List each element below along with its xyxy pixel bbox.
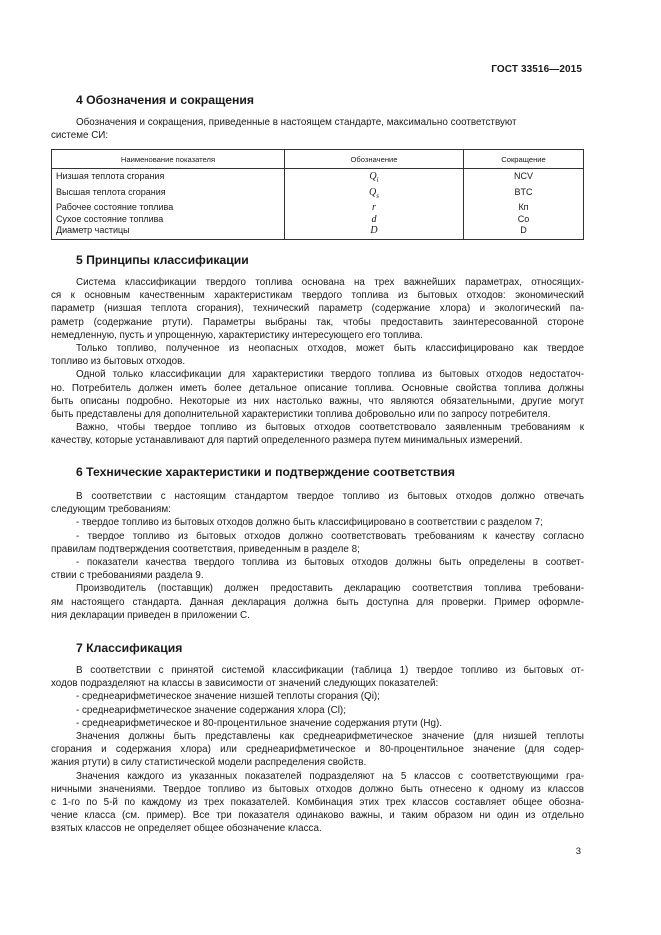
- table-cell-name: Низшая теплота сгорания: [52, 169, 285, 187]
- section-7-heading: 7 Классификация: [76, 641, 183, 655]
- table-row: [52, 169, 584, 187]
- paragraph-line: ния декларации приведен в приложении С.: [51, 609, 250, 621]
- paragraph-line: параметр (низшая теплота сгорания), технический параметр (содержание хлора) и экологический па-: [51, 303, 584, 315]
- paragraph-line: В соответствии с настоящим стандартом твердое топливо из бытовых отходов должно отвечать: [76, 491, 584, 502]
- table-cell-symbol: [285, 187, 464, 203]
- table-row: [52, 225, 584, 239]
- section-4-heading: 4 Обозначения и сокращения: [76, 93, 255, 107]
- table-cell-symbol: r: [285, 202, 464, 214]
- symbol-subscript: i: [376, 176, 379, 184]
- paragraph-line: Производитель (поставщик) должен предоставить декларацию соответствия топлива требовани-: [76, 583, 584, 595]
- paragraph-line: Значения должны быть представлены как среднеарифметическое значение (для низшей теплоты: [76, 731, 584, 742]
- table-cell-name: Диаметр частицы: [52, 225, 285, 239]
- table-cell-abbr: NCV: [464, 169, 584, 187]
- paragraph-line: топливо из бытовых отходов.: [51, 356, 186, 368]
- paragraph-line: Только топливо, полученное из неопасных отходов, может быть классифицировано как твердое: [76, 342, 584, 354]
- paragraph-line: - среднеарифметическое значение низшей теплоты сгорания (Qi);: [76, 691, 380, 703]
- section-5-body: [51, 276, 584, 448]
- paragraph-line: - показатели качества твердого топлива из бытовых отходов должны быть определены в соответ-: [76, 556, 584, 568]
- symbols-table: [51, 149, 584, 240]
- paragraph-line: быть представлены для дополнительной характеристики топлива добровольно или по запросу потребителя.: [51, 408, 551, 420]
- paragraph-line: немедленную, пусть и упрощенную, характеристику интересующего его топлива.: [51, 329, 423, 341]
- section-4: [76, 92, 584, 108]
- paragraph-line: быть описаны подробно. Некоторые из них настолько важны, что являются обязательными, другие могут: [51, 395, 584, 407]
- table-cell-symbol: D: [285, 225, 464, 239]
- paragraph-line: - твердое топливо из бытовых отходов должно быть классифицировано в соответствии с разделом 7;: [76, 517, 543, 529]
- paragraph-line: Значения каждого из указанных показателей подразделяют на 5 классов с соответствующими гра-: [76, 770, 584, 782]
- paragraph-line: качеству, которые устанавливают для партий определенного размера путем минимальных измерений.: [51, 435, 523, 447]
- paragraph-line: жания ртути) в силу статистической модели распределения свойств.: [51, 757, 367, 769]
- paragraph-line: Одной только классификации для характеристики твердого топлива из бытовых отходов недостаточ-: [76, 369, 584, 381]
- table-row: [52, 202, 584, 214]
- paragraph-line: Система классификации твердого топлива основана на трех важнейших параметрах, относящих-: [76, 277, 584, 288]
- paragraph-line: следующим требованиям:: [51, 504, 171, 516]
- paragraph-line: Важно, чтобы твердое топливо из бытовых отходов соответствовало заявленным требованиям к: [76, 422, 584, 434]
- paragraph-line: В соответствии с принятой системой классификации (таблица 1) твердое топливо из бытовых от-: [76, 665, 584, 676]
- table-header-cell: Обозначение: [285, 150, 464, 169]
- paragraph-line: раметр (содержание ртути). Параметры выбраны так, чтобы предоставить заинтересованной стороне: [51, 316, 584, 328]
- paragraph-line: сгорания и содержания хлора) или среднеарифметическое и 80-процентильное значение (для содер-: [51, 744, 584, 756]
- standard-number: ГОСТ 33516—2015: [491, 64, 582, 75]
- table-cell-abbr: Кп: [464, 202, 584, 214]
- table-header-cell: Наименование показателя: [52, 150, 285, 169]
- section-4-intro-cont: [51, 129, 559, 142]
- table-cell-name: Высшая теплота сгорания: [52, 187, 285, 203]
- symbol-subscript: s: [376, 191, 379, 200]
- table-row: [52, 187, 584, 203]
- paragraph-line: ся к основным качественным характеристикам твердого топлива из бытовых отходов: экономический: [51, 290, 584, 302]
- table-header-cell: Сокращение: [464, 150, 584, 169]
- section-5-heading: 5 Принципы классификации: [76, 253, 249, 267]
- table-cell-abbr: Со: [464, 214, 584, 226]
- section-5: [76, 252, 584, 268]
- symbol-letter: Q: [369, 171, 377, 182]
- paragraph-line: системе СИ:: [51, 130, 109, 141]
- table-cell-name: Сухое состояние топлива: [52, 214, 285, 226]
- paragraph-line: ям настоящего стандарта. Данная декларация должна быть доступна для проверки. Пример оформле-: [51, 596, 584, 608]
- table-cell-name: Рабочее состояние топлива: [52, 202, 285, 214]
- paragraph-line: ходов подразделяют на классы в зависимости от значений следующих показателей:: [51, 678, 439, 690]
- section-6: [76, 464, 584, 480]
- table-row: [52, 214, 584, 226]
- table-cell-abbr: BTC: [464, 187, 584, 203]
- paragraph-line: Обозначения и сокращения, приведенные в настоящем стандарте, максимально соответствуют: [76, 117, 517, 128]
- section-7-body: [51, 664, 584, 836]
- section-6-heading: 6 Технические характеристики и подтверждение соответствия: [76, 465, 455, 479]
- table-header-row: [52, 150, 584, 169]
- paragraph-line: правилам подтверждения соответствия, приведенным в разделе 8;: [51, 543, 360, 555]
- paragraph-line: взятых классов не определяет общее обозначение класса.: [51, 823, 322, 835]
- paragraph-line: ствии с требованиями раздела 9.: [51, 570, 204, 582]
- paragraph-line: с 1-го по 5-й по каждому из трех показателей. Комбинация этих трех классов составляет общее обозна-: [51, 796, 584, 808]
- paragraph-line: ничными значениями. Твердое топливо из бытовых отходов должно быть отнесено к одному из классов: [51, 783, 584, 795]
- section-7: [76, 640, 584, 656]
- table-cell-symbol: d: [285, 214, 464, 226]
- paragraph-line: - среднеарифметическое значение содержания хлора (Cl);: [76, 704, 346, 716]
- paragraph-line: но. Потребитель должен иметь более детальное описание топлива. Основные свойства топлива должны: [51, 382, 584, 394]
- section-4-intro: [76, 116, 584, 129]
- paragraph-line: чение класса (см. пример). Все три показателя одинаково важны, и таким образом ни один из отдельно: [51, 810, 584, 822]
- symbol-letter: Q: [369, 186, 377, 198]
- section-6-body: [51, 490, 584, 622]
- table-cell-abbr: D: [464, 225, 584, 239]
- table-cell-symbol: [285, 169, 464, 187]
- page-number: 3: [575, 846, 581, 857]
- paragraph-line: - твердое топливо из бытовых отходов должно соответствовать требованиям к качеству согласно: [76, 530, 584, 542]
- paragraph-line: - среднеарифметическое и 80-процентильное значение содержания ртути (Hg).: [76, 717, 443, 729]
